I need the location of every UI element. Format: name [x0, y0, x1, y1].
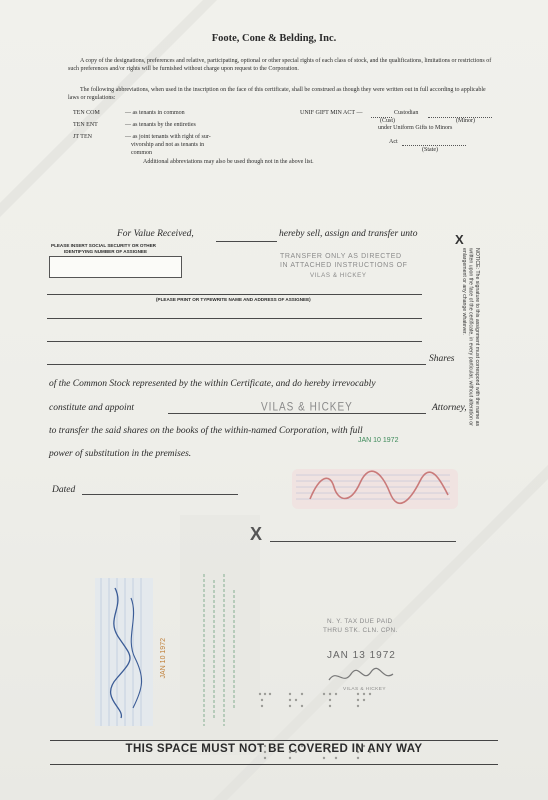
dated-label: Dated — [52, 485, 76, 495]
assignee-line-2[interactable] — [47, 318, 422, 319]
notice-text: NOTICE: The signature to this assignment must correspond with the name as written upon the face of the certificate, in every particular, without alteration or enlargement or any change whatever. — [461, 248, 480, 427]
signature-guarantee-stamp — [290, 465, 460, 515]
tax-stamp-firm: VILAS & HICKEY — [343, 687, 386, 692]
hereby-transfer-text: hereby sell, assign and transfer unto — [279, 229, 418, 239]
state-label: (State) — [422, 147, 438, 153]
signature-line[interactable] — [270, 541, 456, 542]
abbreviations-paragraph: The following abbreviations, when used in the inscription on the face of this certificate, shall be construed as though they were written out in full according to applicable laws or regulations: — [68, 87, 486, 101]
ssn-label-1: PLEASE INSERT SOCIAL SECURITY OR OTHER — [51, 243, 156, 248]
assignee-line-3[interactable] — [47, 341, 422, 342]
signature-x-mark: X — [250, 524, 263, 544]
ssn-input-box[interactable] — [49, 256, 182, 278]
value-line[interactable] — [216, 241, 277, 242]
left-date-stamp: JAN 10 1972 — [160, 638, 167, 679]
for-value-received: For Value Received, — [117, 229, 194, 239]
cancellation-perforations — [250, 686, 400, 776]
transfer-stamp-line-1: TRANSFER ONLY AS DIRECTED — [280, 253, 402, 260]
footer-warning: THIS SPACE MUST NOT BE COVERED IN ANY WAY — [125, 743, 423, 755]
attorney-label: Attorney, — [432, 403, 467, 413]
print-name-label: (PLEASE PRINT OR TYPEWRITE NAME AND ADDRESS OF ASSIGNEE) — [156, 297, 311, 302]
constitute-text: constitute and appoint — [49, 403, 134, 413]
company-name: Foote, Cone & Belding, Inc. — [211, 33, 337, 44]
custodian-label: Custodian — [394, 110, 419, 116]
footer-bottom-rule — [50, 764, 498, 765]
rights-paragraph: A copy of the designations, preferences and relative, participating, optional or other special rights of each class of stock, and the qualifications, limitations or restrictions of such preferences and/or rights will be furnished without charge upon request to the Corporation. — [68, 58, 492, 72]
dated-line[interactable] — [82, 494, 238, 495]
date-stamp-green: JAN 10 1972 — [358, 437, 399, 444]
notice-x-mark: X — [455, 232, 464, 247]
tax-stamp-signature — [327, 666, 397, 688]
abbr-ten-ent: TEN ENT — [73, 122, 98, 128]
shares-label: Shares — [429, 354, 455, 364]
abbr-jt-ten-def-3: common — [131, 150, 152, 156]
act-label: Act — [389, 139, 398, 145]
transfer-stamp-line-2: IN ATTACHED INSTRUCTIONS OF — [280, 262, 408, 269]
abbr-ten-com-def: — as tenants in common — [125, 110, 185, 116]
unif-gift-label: UNIF GIFT MIN ACT — — [300, 110, 363, 116]
abbr-jt-ten-def-1: — as joint tenants with right of sur- — [125, 134, 211, 140]
abbr-ten-com: TEN COM — [73, 110, 100, 116]
abbr-jt-ten: JT TEN — [73, 134, 92, 140]
shares-line[interactable] — [47, 364, 426, 365]
additional-abbr-note: Additional abbreviations may also be used though not in the above list. — [143, 159, 314, 165]
power-text: power of substitution in the premises. — [49, 449, 192, 459]
abbr-jt-ten-def-2: vivorship and not as tenants in — [131, 142, 205, 148]
common-stock-text: of the Common Stock represented by the within Certificate, and do hereby irrevocably — [49, 379, 376, 389]
attorney-name-stamp: VILAS & HICKEY — [261, 400, 353, 415]
cust-label: (Cust) — [380, 118, 395, 124]
tax-stamp-date: JAN 13 1972 — [327, 650, 396, 661]
assignee-line-1[interactable] — [47, 294, 422, 295]
act-dots — [402, 145, 466, 146]
left-signature-block — [95, 578, 155, 728]
under-uniform-label: under Uniform Gifts to Minors — [378, 125, 453, 131]
minor-label: (Minor) — [456, 118, 475, 124]
footer-top-rule — [50, 740, 498, 741]
transfer-stamp-line-3: VILAS & HICKEY — [310, 272, 367, 279]
transfer-shares-text: to transfer the said shares on the books of the within-named Corporation, with full — [49, 426, 363, 436]
tax-stamp-line-1: N. Y. TAX DUE PAID — [327, 618, 393, 625]
faded-vertical-text — [196, 570, 248, 730]
abbr-ten-ent-def: — as tenants by the entireties — [125, 122, 196, 128]
ssn-label-2: IDENTIFYING NUMBER OF ASSIGNEE — [64, 249, 148, 254]
tax-stamp-line-2: THRU STK. CLN. CPN. — [323, 627, 398, 634]
